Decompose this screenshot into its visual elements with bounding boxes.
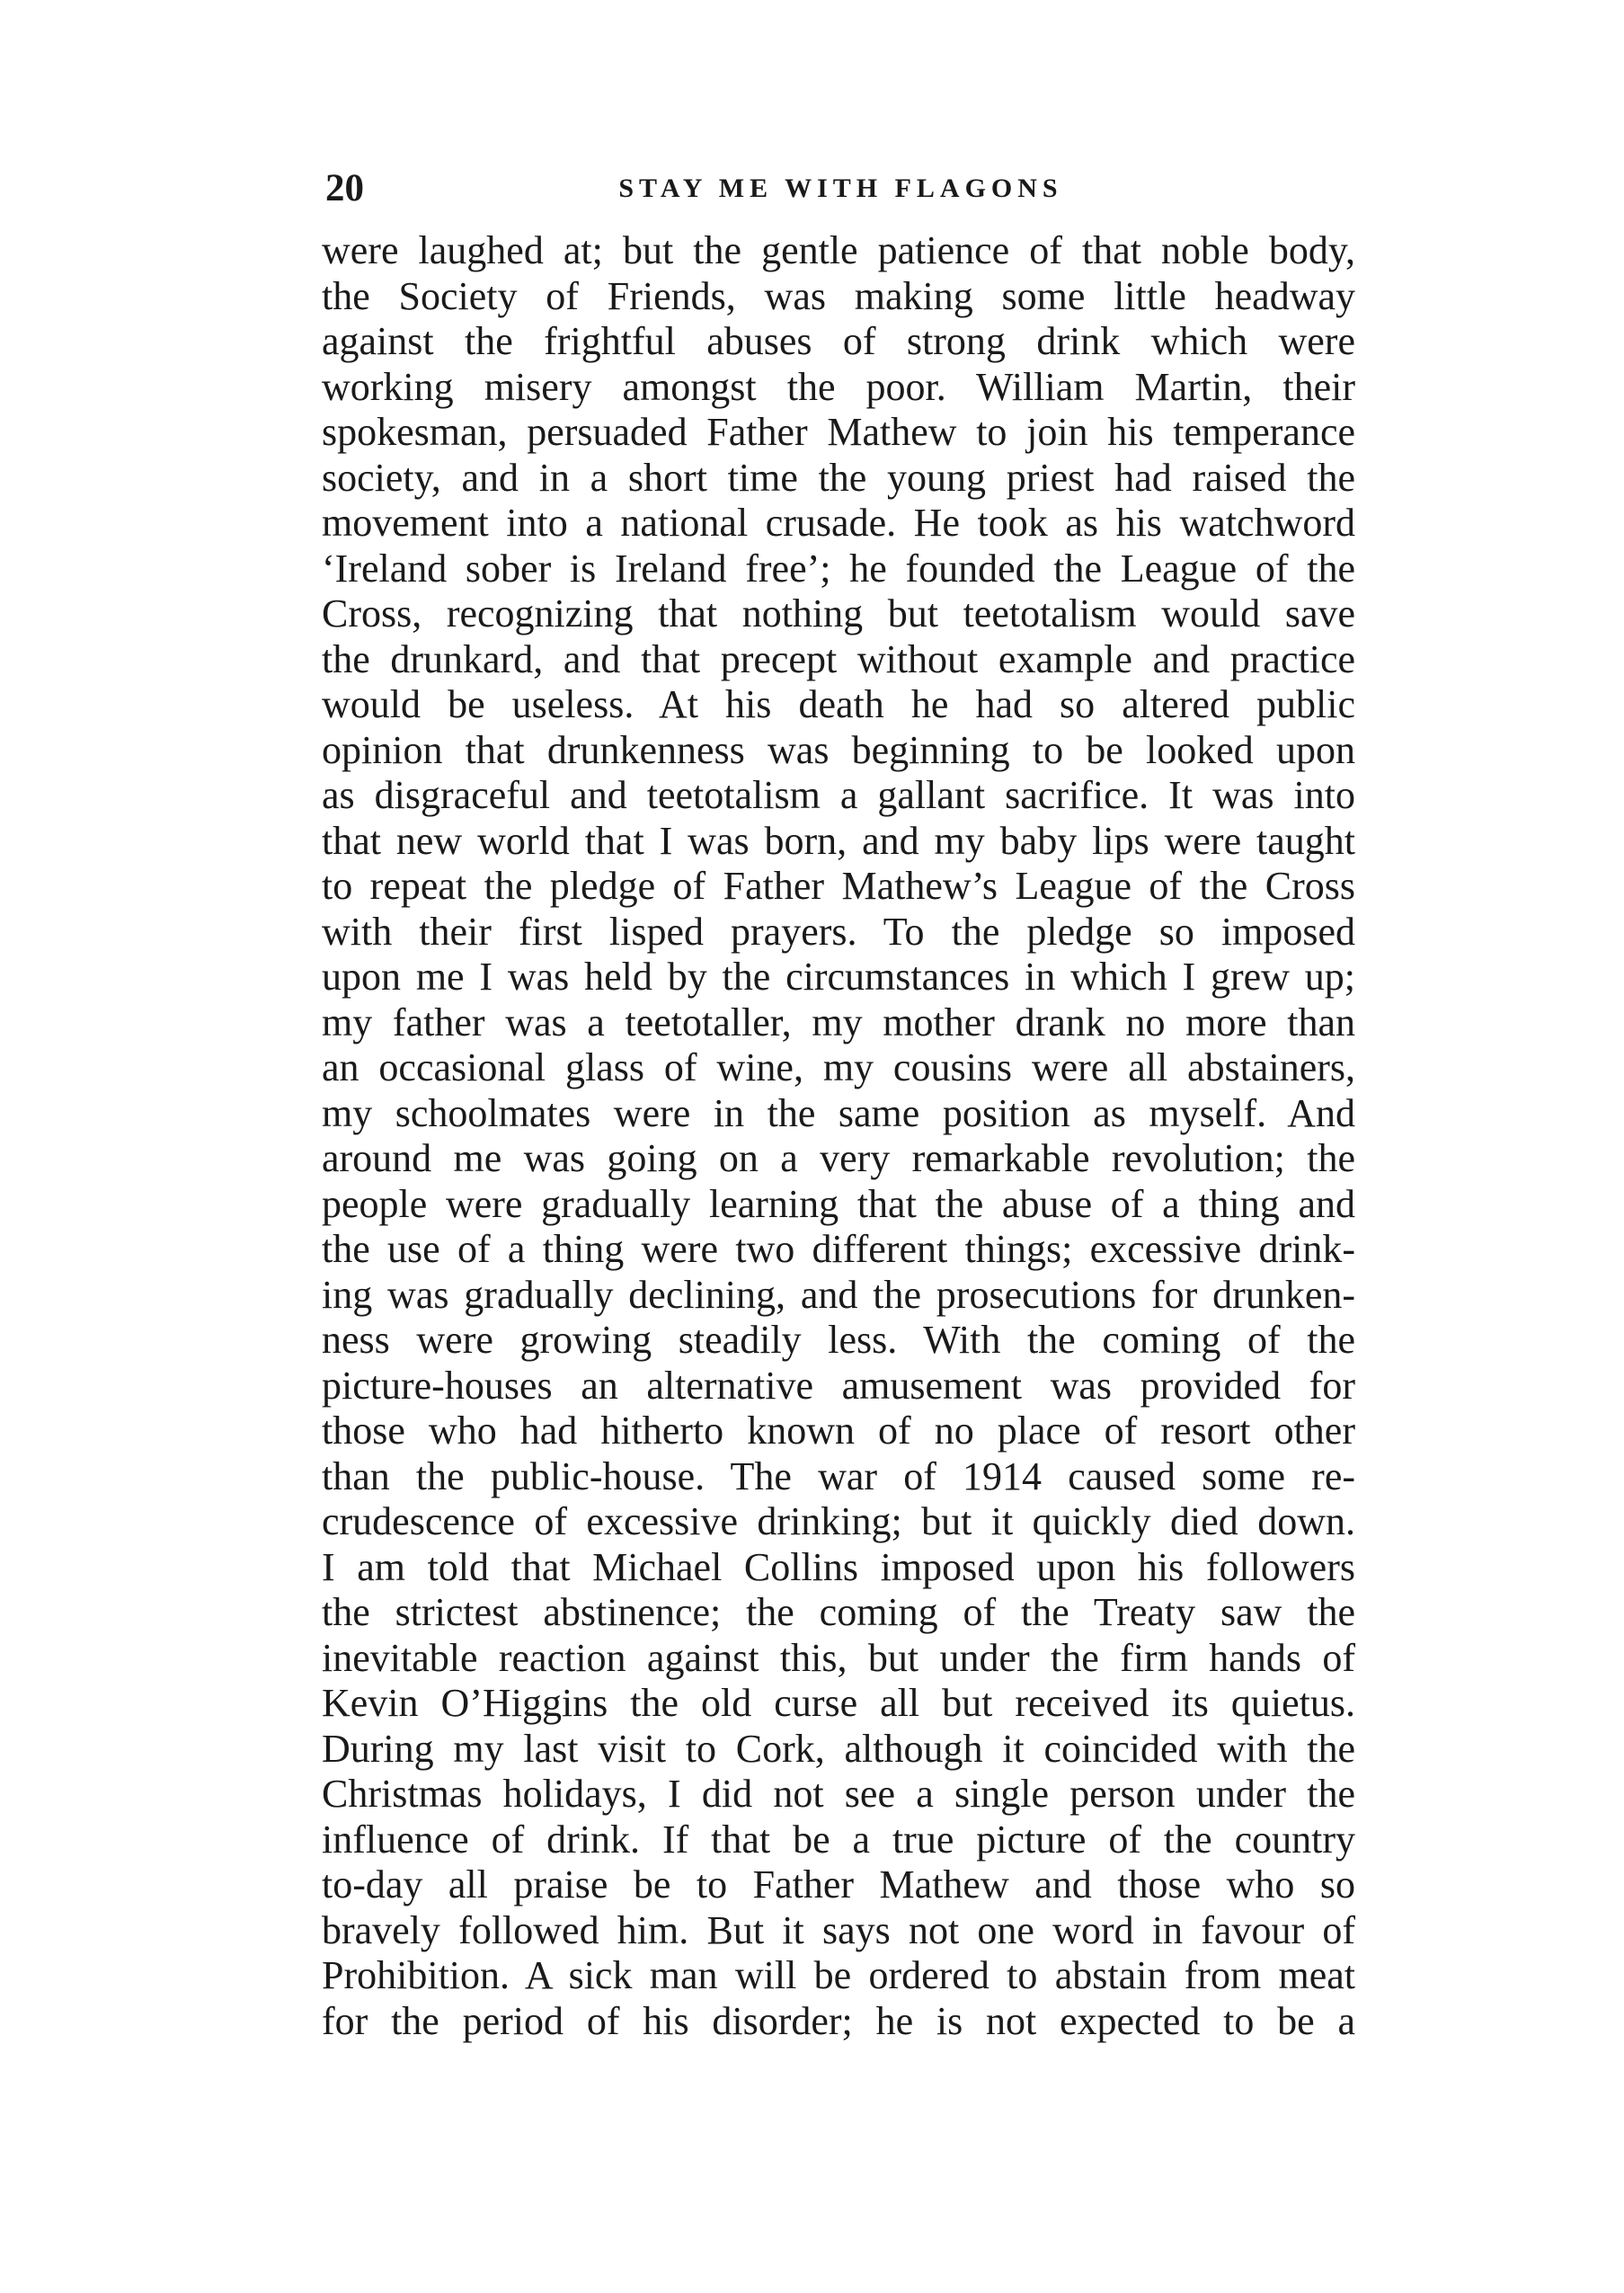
text-line: inevitable reaction against this, but under the firm hands of: [322, 1635, 1355, 1680]
text-line: as disgraceful and teetotalism a gallant sacrifice. It was into: [322, 773, 1355, 817]
page-header: [325, 162, 1356, 216]
running-title: STAY ME WITH FLAGONS: [618, 173, 1063, 203]
text-line: spokesman, persuaded Father Mathew to join his temperance: [322, 410, 1355, 454]
text-line: Cross, recognizing that nothing but teetotalism would save: [322, 591, 1355, 635]
text-line: crudescence of excessive drinking; but it quickly died down.: [322, 1499, 1355, 1543]
text-line: Kevin O’Higgins the old curse all but received its quietus.: [322, 1681, 1355, 1725]
text-line: Christmas holidays, I did not see a single person under the: [322, 1772, 1355, 1816]
text-line: the strictest abstinence; the coming of the Treaty saw the: [322, 1590, 1355, 1634]
text-line: than the public-house. The war of 1914 caused some re-: [322, 1453, 1355, 1498]
text-line: an occasional glass of wine, my cousins were all abstainers,: [322, 1045, 1355, 1089]
text-line: picture-houses an alternative amusement was provided for: [322, 1363, 1355, 1408]
text-line: ness were growing steadily less. With the coming of the: [322, 1318, 1355, 1362]
text-line: upon me I was held by the circumstances in which I grew up;: [322, 955, 1355, 999]
text-line: the use of a thing were two different things; excessive drink-: [322, 1227, 1355, 1271]
body-paragraph: [322, 228, 1355, 2044]
text-line: to-day all praise be to Father Mathew and those who so: [322, 1862, 1355, 1906]
page-number: 20: [325, 167, 364, 209]
text-line: would be useless. At his death he had so altered public: [322, 682, 1355, 726]
text-line: the Society of Friends, was making some little headway: [322, 273, 1355, 318]
text-line: my schoolmates were in the same position as myself. And: [322, 1090, 1355, 1135]
text-line: for the period of his disorder; he is not expected to be a: [322, 1998, 1355, 2043]
text-line: against the frightful abuses of strong drink which were: [322, 319, 1355, 363]
text-line: movement into a national crusade. He took as his watchword: [322, 501, 1355, 545]
text-line: those who had hitherto known of no place of resort other: [322, 1409, 1355, 1453]
text-line: that new world that I was born, and my baby lips were taught: [322, 818, 1355, 863]
text-line: ‘Ireland sober is Ireland free’; he founded the League of the: [322, 546, 1355, 591]
text-line: opinion that drunkenness was beginning to be looked upon: [322, 727, 1355, 772]
text-line: around me was going on a very remarkable revolution; the: [322, 1136, 1355, 1180]
text-line: people were gradually learning that the abuse of a thing and: [322, 1181, 1355, 1226]
text-line: ing was gradually declining, and the prosecutions for drunken-: [322, 1272, 1355, 1317]
text-line: I am told that Michael Collins imposed upon his followers: [322, 1544, 1355, 1589]
text-line: During my last visit to Cork, although it coincided with the: [322, 1726, 1355, 1771]
text-line: bravely followed him. But it says not one word in favour of: [322, 1907, 1355, 1952]
text-line: Prohibition. A sick man will be ordered to abstain from meat: [322, 1953, 1355, 1997]
text-line: to repeat the pledge of Father Mathew’s League of the Cross: [322, 864, 1355, 908]
text-line: the drunkard, and that precept without example and practice: [322, 636, 1355, 681]
text-line: influence of drink. If that be a true picture of the country: [322, 1817, 1355, 1862]
text-line: my father was a teetotaller, my mother drank no more than: [322, 1000, 1355, 1044]
text-line: working misery amongst the poor. William Martin, their: [322, 364, 1355, 409]
text-line: were laughed at; but the gentle patience of that noble body,: [322, 228, 1355, 272]
text-line: society, and in a short time the young priest had raised the: [322, 455, 1355, 500]
text-line: with their first lisped prayers. To the pledge so imposed: [322, 909, 1355, 954]
